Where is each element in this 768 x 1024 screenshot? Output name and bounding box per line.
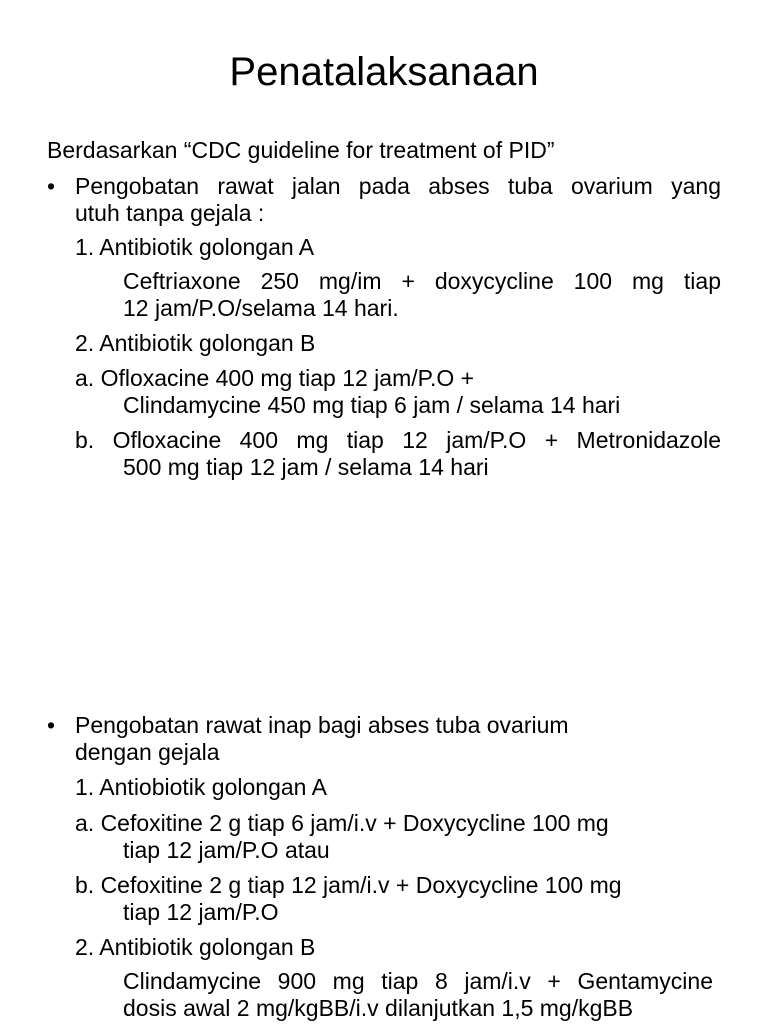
section2-item2-text-line1: Clindamycine 900 mg tiap 8 jam/i.v + Gentamycine [123, 968, 713, 994]
section1-item1-text-line1: Ceftriaxone 250 mg/im + doxycycline 100 mg tiap [123, 268, 721, 294]
section1-item2a-line1: a. Ofloxacine 400 mg tiap 12 jam/P.O + [75, 365, 475, 391]
section2-item1a-line2: tiap 12 jam/P.O atau [123, 837, 330, 863]
section2-item2: 2. Antibiotik golongan B [75, 934, 316, 960]
section2-item1: 1. Antiobiotik golongan A [75, 774, 327, 800]
intro-text: Berdasarkan “CDC guideline for treatment of PID” [47, 137, 555, 163]
section2-heading-line2: dengan gejala [75, 739, 220, 765]
section1-item2b-line2: 500 mg tiap 12 jam / selama 14 hari [123, 454, 489, 480]
section2-item1a-line1: a. Cefoxitine 2 g tiap 6 jam/i.v + Doxycycline 100 mg [75, 810, 609, 836]
section2-item1b-line1: b. Cefoxitine 2 g tiap 12 jam/i.v + Doxycycline 100 mg [75, 872, 622, 898]
section1-item2b-line1: b. Ofloxacine 400 mg tiap 12 jam/P.O + Metronidazole [75, 427, 721, 453]
section1-item2a-line2: Clindamycine 450 mg tiap 6 jam / selama 14 hari [123, 392, 621, 418]
bullet-icon: • [47, 173, 56, 199]
section2-item2-text-line2: dosis awal 2 mg/kgBB/i.v dilanjutkan 1,5 mg/kgBB [123, 995, 634, 1021]
section1-item2: 2. Antibiotik golongan B [75, 330, 316, 356]
section1-heading-line2: utuh tanpa gejala : [75, 200, 265, 226]
section1-item1: 1. Antibiotik golongan A [75, 234, 315, 260]
page-title: Penatalaksanaan [229, 50, 539, 94]
bullet-icon: • [47, 712, 56, 738]
section2-heading-line1: Pengobatan rawat inap bagi abses tuba ovarium [75, 712, 569, 738]
section1-item1-text-line2: 12 jam/P.O/selama 14 hari. [123, 295, 399, 321]
section2-item1b-line2: tiap 12 jam/P.O [123, 899, 279, 925]
section1-heading-line1: Pengobatan rawat jalan pada abses tuba ovarium yang [75, 173, 721, 199]
